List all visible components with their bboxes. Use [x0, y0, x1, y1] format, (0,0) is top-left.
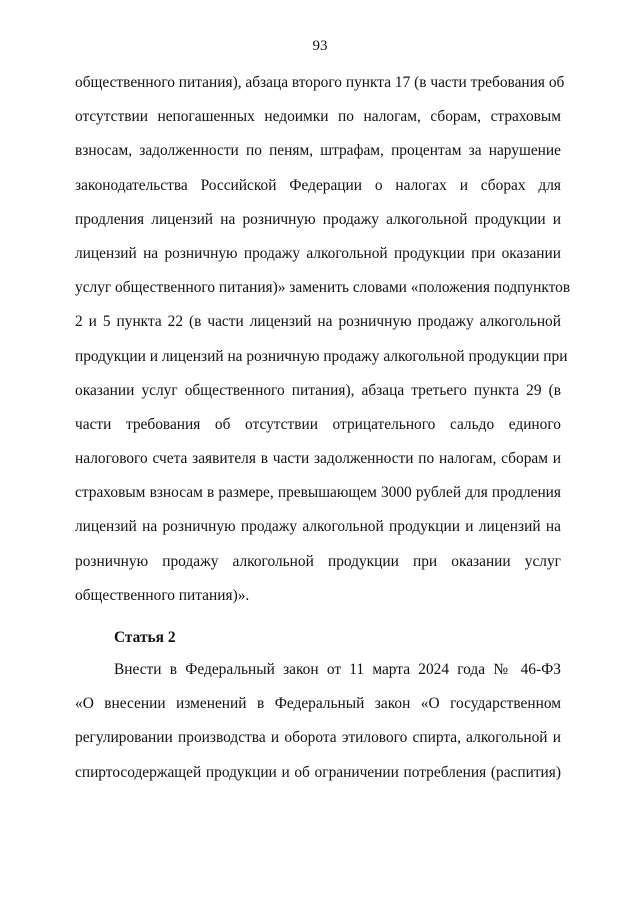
paragraph-amendment-text [75, 73, 571, 620]
text-line: продукции и лицензий на розничную продажу алкогольной продукции при [75, 347, 568, 365]
text-line: Внести в Федеральный закон от 11 марта 2024 года № 46-ФЗ [114, 661, 561, 678]
page-number: 93 [312, 38, 328, 54]
text-line: «О внесении изменений в Федеральный закон «О государственном [75, 695, 561, 713]
text-line: оказании услуг общественного питания), абзаца третьего пункта 29 (в [75, 381, 561, 399]
text-line: продления лицензий на розничную продажу алкогольной продукции и [75, 210, 561, 228]
text-line: 2 и 5 пункта 22 (в части лицензий на розничную продажу алкогольной [75, 313, 561, 331]
text-line: лицензий на розничную продажу алкогольной продукции при оказании [75, 244, 561, 262]
text-line: общественного питания), абзаца второго пункта 17 (в части требования об [75, 74, 565, 91]
text-line: лицензий на розничную продажу алкогольной продукции и лицензий на [75, 518, 561, 536]
text-line: законодательства Российской Федерации о налогах и сборах для [75, 176, 561, 194]
text-line: налогового счета заявителя в части задолженности по налогам, сборам и [75, 450, 561, 468]
text-line: части требования об отсутствии отрицательного сальдо единого [75, 415, 561, 433]
article-heading: Статья 2 [114, 629, 176, 646]
text-line: взносам, задолженности по пеням, штрафам, процентам за нарушение [75, 142, 561, 160]
text-line: спиртосодержащей продукции и об ограничении потребления (распития) [75, 763, 561, 781]
text-line: розничную продажу алкогольной продукции при оказании услуг [75, 552, 561, 570]
text-line: страховым взносам в размере, превышающем 3000 рублей для продления [75, 484, 561, 502]
text-line: услуг общественного питания)» заменить словами «положения подпунктов [75, 279, 571, 297]
text-line: регулировании производства и оборота этилового спирта, алкогольной и [75, 729, 561, 747]
paragraph-article-2-text [75, 660, 561, 797]
text-line: отсутствии непогашенных недоимки по налогам, сборам, страховым [75, 108, 561, 126]
text-line: общественного питания)». [75, 586, 250, 604]
